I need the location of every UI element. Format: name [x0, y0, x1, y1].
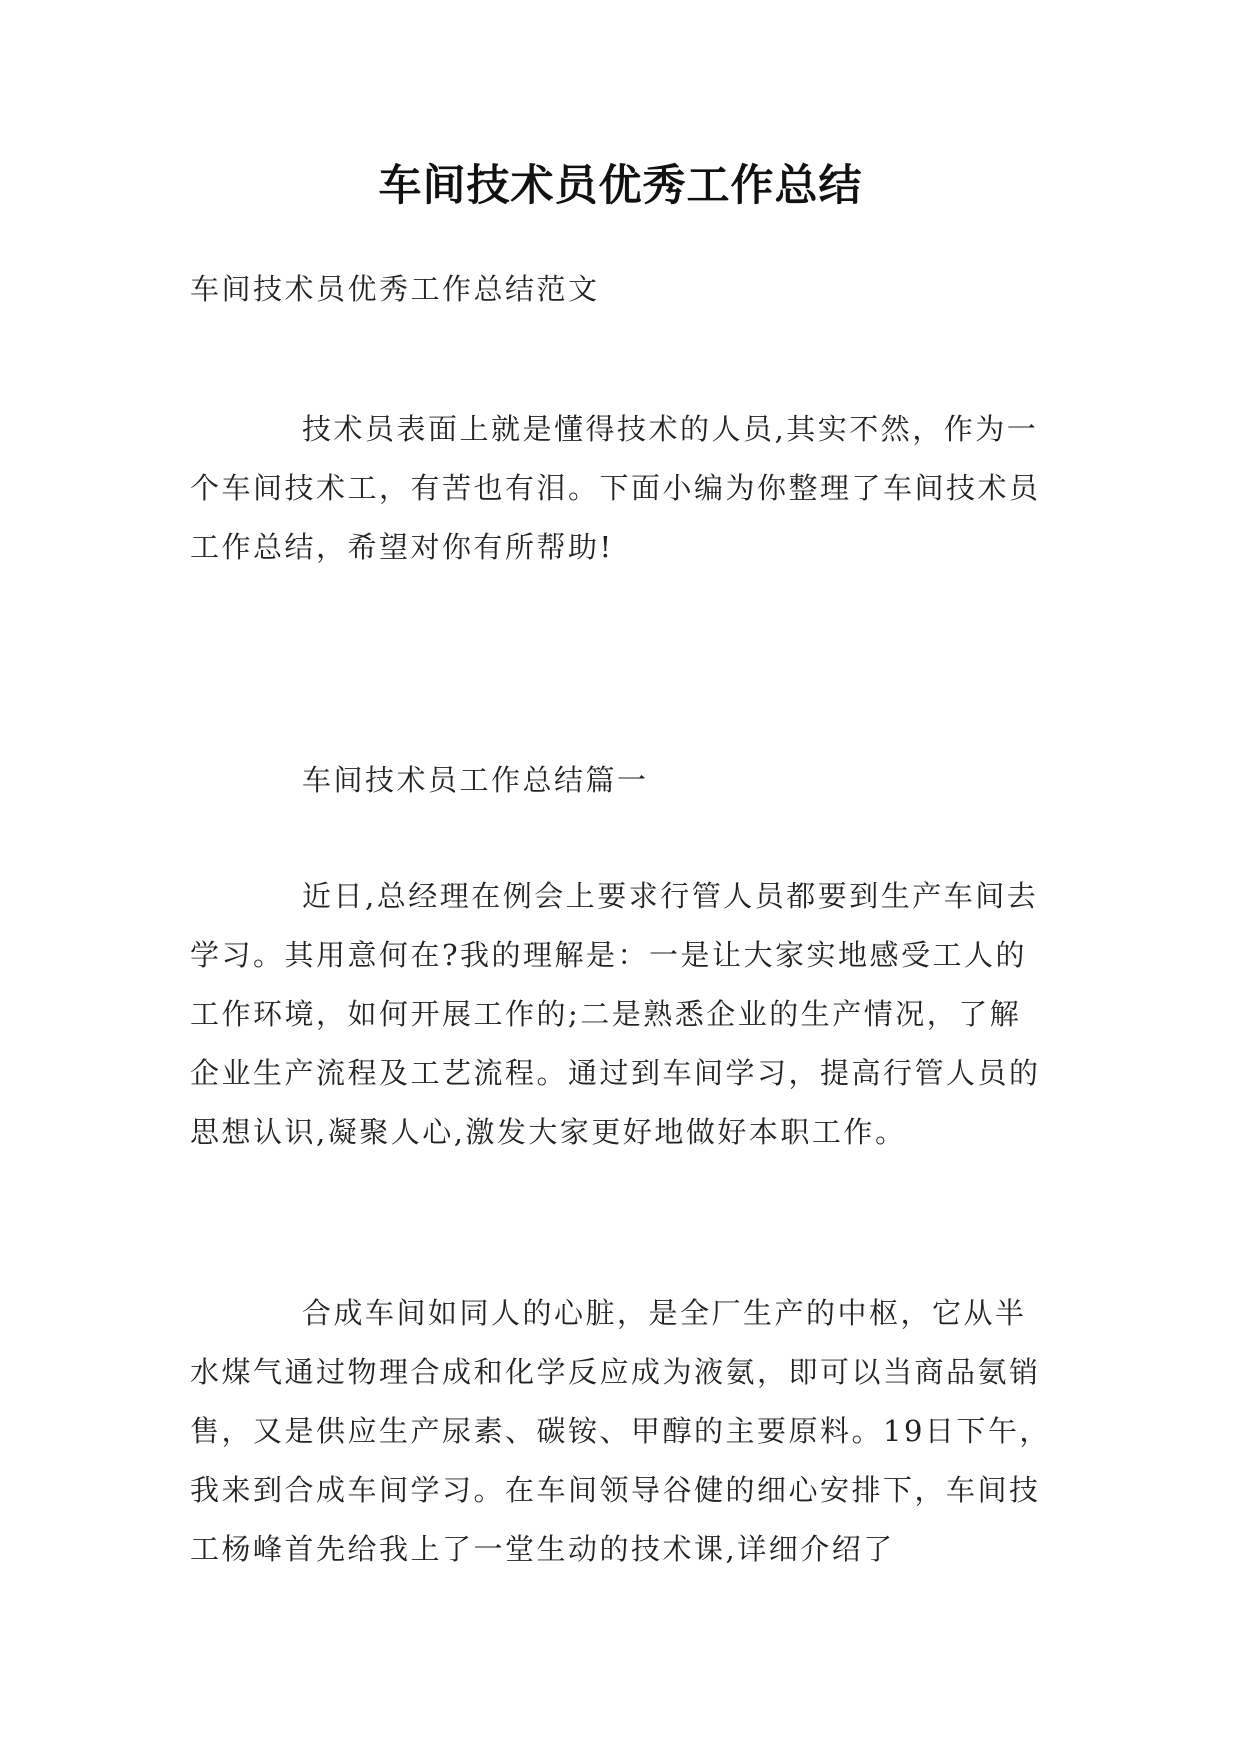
document-subtitle: 车间技术员优秀工作总结范文 — [190, 272, 600, 306]
body-paragraph-2: 合成车间如同人的心脏，是全厂生产的中枢，它从半水煤气通过物理合成和化学反应成为液氨，即可以当商品氨销售，又是供应生产尿素、碳铵、甲醇的主要原料。19日下午，我来到合成车间学习。在车间领导谷健的细心安排下，车间技工杨峰首先给我上了一堂生动的技术课,详细介绍了 — [190, 1296, 1051, 1566]
document-title: 车间技术员优秀工作总结 — [378, 161, 863, 211]
section-heading: 车间技术员工作总结篇一 — [302, 763, 649, 797]
intro-paragraph: 技术员表面上就是懂得技术的人员,其实不然，作为一个车间技术工，有苦也有泪。下面小编为你整理了车间技术员工作总结，希望对你有所帮助! — [190, 412, 1041, 564]
body-paragraph-1: 近日,总经理在例会上要求行管人员都要到生产车间去学习。其用意何在?我的理解是：一是让大家实地感受工人的工作环境，如何开展工作的;二是熟悉企业的生产情况，了解企业生产流程及工艺流程。通过到车间学习，提高行管人员的思想认识,凝聚人心,激发大家更好地做好本职工作。 — [190, 879, 1041, 1149]
